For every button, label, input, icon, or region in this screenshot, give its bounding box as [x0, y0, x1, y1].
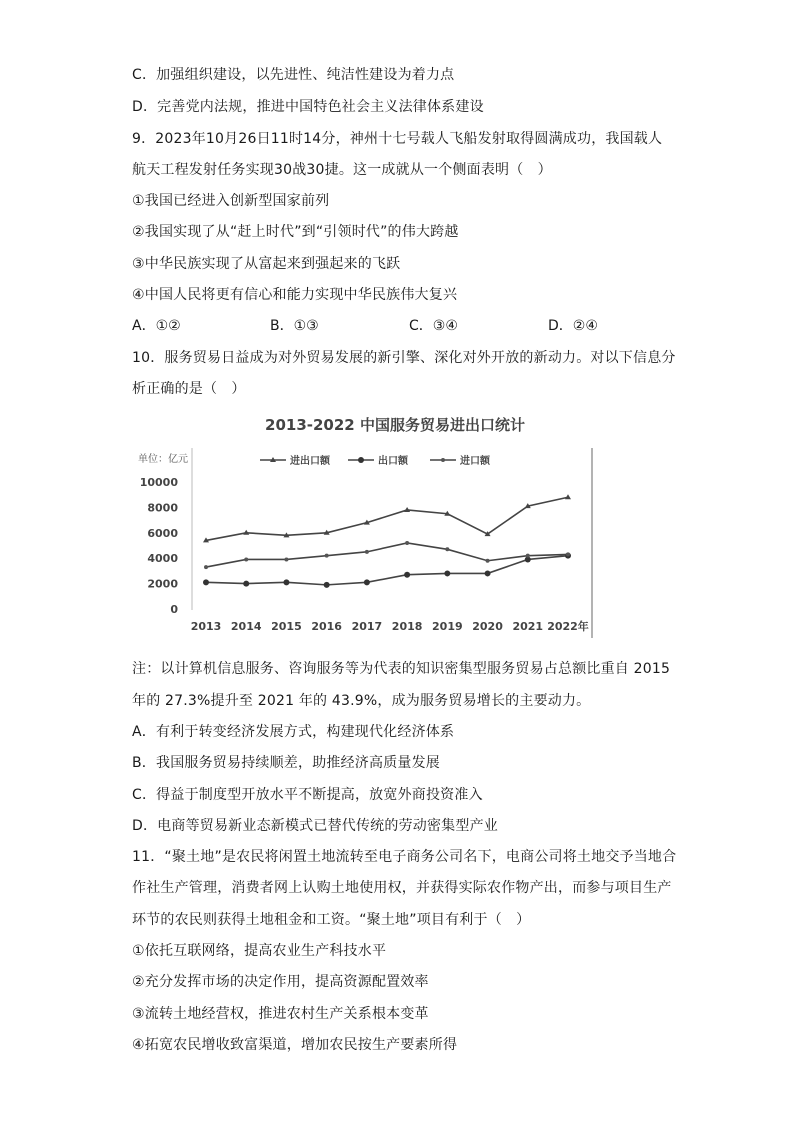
q9-choice-b: B．①③ [270, 318, 319, 334]
legend-label-2: 进口额 [460, 456, 490, 467]
chart-y-ticks [140, 476, 179, 616]
q11-statement-1: ①依托互联网络，提高农业生产科技水平 [132, 943, 387, 959]
q10-option-d: D．电商等贸易新业态新模式已替代传统的劳动密集型产业 [132, 818, 498, 834]
series-2-point [365, 550, 369, 554]
series-2-point [405, 541, 409, 545]
chart-unit-label: 单位：亿元 [138, 454, 188, 465]
series-1-point [485, 570, 491, 576]
y-tick-label: 0 [170, 603, 178, 616]
series-1-point [364, 579, 370, 585]
trade-line-chart [138, 408, 600, 640]
series-line-2 [206, 543, 568, 567]
q9-statement-3: ③中华民族实现了从富起来到强起来的飞跃 [132, 256, 401, 272]
q9-stem-line2: 航天工程发射任务实现30战30捷。这一成就从一个侧面表明（ ） [132, 162, 552, 178]
series-1-point [444, 570, 450, 576]
x-tick-label: 2015 [271, 620, 302, 633]
q11-statement-2: ②充分发挥市场的决定作用，提高资源配置效率 [132, 974, 429, 990]
series-1-point [324, 582, 330, 588]
chart-grid [192, 448, 592, 638]
legend-label-1: 出口额 [378, 456, 408, 467]
q9-stem-line1: 9．2023年10月26日11时14分，神州十七号载人飞船发射取得圆满成功，我国载人 [132, 131, 663, 147]
chart-note-line2: 年的 27.3%提升至 2021 年的 43.9%，成为服务贸易增长的主要动力。 [132, 693, 591, 709]
x-tick-label: 2016 [311, 620, 342, 633]
series-2-point [244, 557, 248, 561]
q10-option-a: A．有利于转变经济发展方式，构建现代化经济体系 [132, 724, 455, 740]
series-2-point [325, 554, 329, 558]
y-tick-label: 10000 [139, 476, 178, 489]
q9-choice-c: C．③④ [409, 318, 458, 334]
series-2-point [284, 557, 288, 561]
q8-option-d: D．完善党内法规，推进中国特色社会主义法律体系建设 [132, 99, 484, 115]
x-tick-label: 2022年 [547, 620, 589, 633]
q9-choice-a: A．①② [132, 318, 181, 334]
q11-statement-4: ④拓宽农民增收致富渠道，增加农民按生产要素所得 [132, 1037, 458, 1053]
x-tick-label: 2013 [190, 620, 222, 633]
series-1-point [243, 581, 249, 587]
y-tick-label: 6000 [147, 526, 178, 540]
q9-choices [132, 316, 672, 336]
chart-legend [260, 454, 491, 467]
chart-title: 2013-2022 中国服务贸易进出口统计 [265, 416, 525, 434]
series-0-point [565, 494, 571, 499]
q9-statement-4: ④中国人民将更有信心和能力实现中华民族伟大复兴 [132, 287, 458, 303]
y-tick-label: 2000 [147, 577, 178, 591]
trade-chart [138, 408, 600, 640]
series-2-point [566, 552, 570, 556]
chart-x-ticks [191, 619, 589, 633]
q11-statement-3: ③流转土地经营权，推进农村生产关系根本变革 [132, 1006, 429, 1022]
legend-marker-1 [358, 457, 364, 463]
series-1-point [283, 579, 289, 585]
x-tick-label: 2020 [472, 620, 503, 633]
y-tick-label: 8000 [147, 501, 178, 515]
y-tick-label: 4000 [147, 552, 178, 566]
q11-stem-line3: 环节的农民则获得土地租金和工资。“聚土地”项目有利于（ ） [132, 912, 531, 928]
series-1-point [203, 579, 209, 585]
q10-option-b: B．我国服务贸易持续顺差，助推经济高质量发展 [132, 755, 441, 771]
x-tick-label: 2019 [432, 620, 463, 633]
series-2-point [445, 547, 449, 551]
q8-option-c: C．加强组织建设，以先进性、纯洁性建设为着力点 [132, 67, 455, 83]
x-tick-label: 2014 [230, 620, 262, 633]
series-2-point [486, 559, 490, 563]
x-tick-label: 2017 [351, 620, 383, 633]
q11-stem-line2: 作社生产管理，消费者网上认购土地使用权，并获得实际农作物产出，而参与项目生产 [132, 880, 672, 896]
q9-statement-2: ②我国实现了从“赶上时代”到“引领时代”的伟大跨越 [132, 224, 459, 240]
series-line-0 [206, 497, 568, 540]
x-tick-label: 2021 [512, 620, 544, 633]
q10-stem-line2: 析正确的是（ ） [132, 381, 246, 397]
q9-statement-1: ①我国已经进入创新型国家前列 [132, 193, 330, 209]
series-2-point [204, 565, 208, 569]
x-tick-label: 2018 [391, 620, 423, 633]
q9-choice-d: D．②④ [548, 318, 598, 334]
q11-stem-line1: 11．“聚土地”是农民将闲置土地流转至电子商务公司名下，电商公司将土地交予当地合 [132, 849, 677, 865]
series-2-point [526, 554, 530, 558]
q10-stem-line1: 10．服务贸易日益成为对外贸易发展的新引擎、深化对外开放的新动力。对以下信息分 [132, 350, 676, 366]
q10-option-c: C．得益于制度型开放水平不断提高，放宽外商投资准入 [132, 787, 483, 803]
chart-note-line1: 注：以计算机信息服务、咨询服务等为代表的知识密集型服务贸易占总额比重自 2015 [132, 661, 671, 677]
series-1-point [404, 572, 410, 578]
legend-label-0: 进出口额 [290, 456, 330, 467]
chart-series [203, 494, 571, 588]
legend-marker-2 [441, 458, 445, 462]
